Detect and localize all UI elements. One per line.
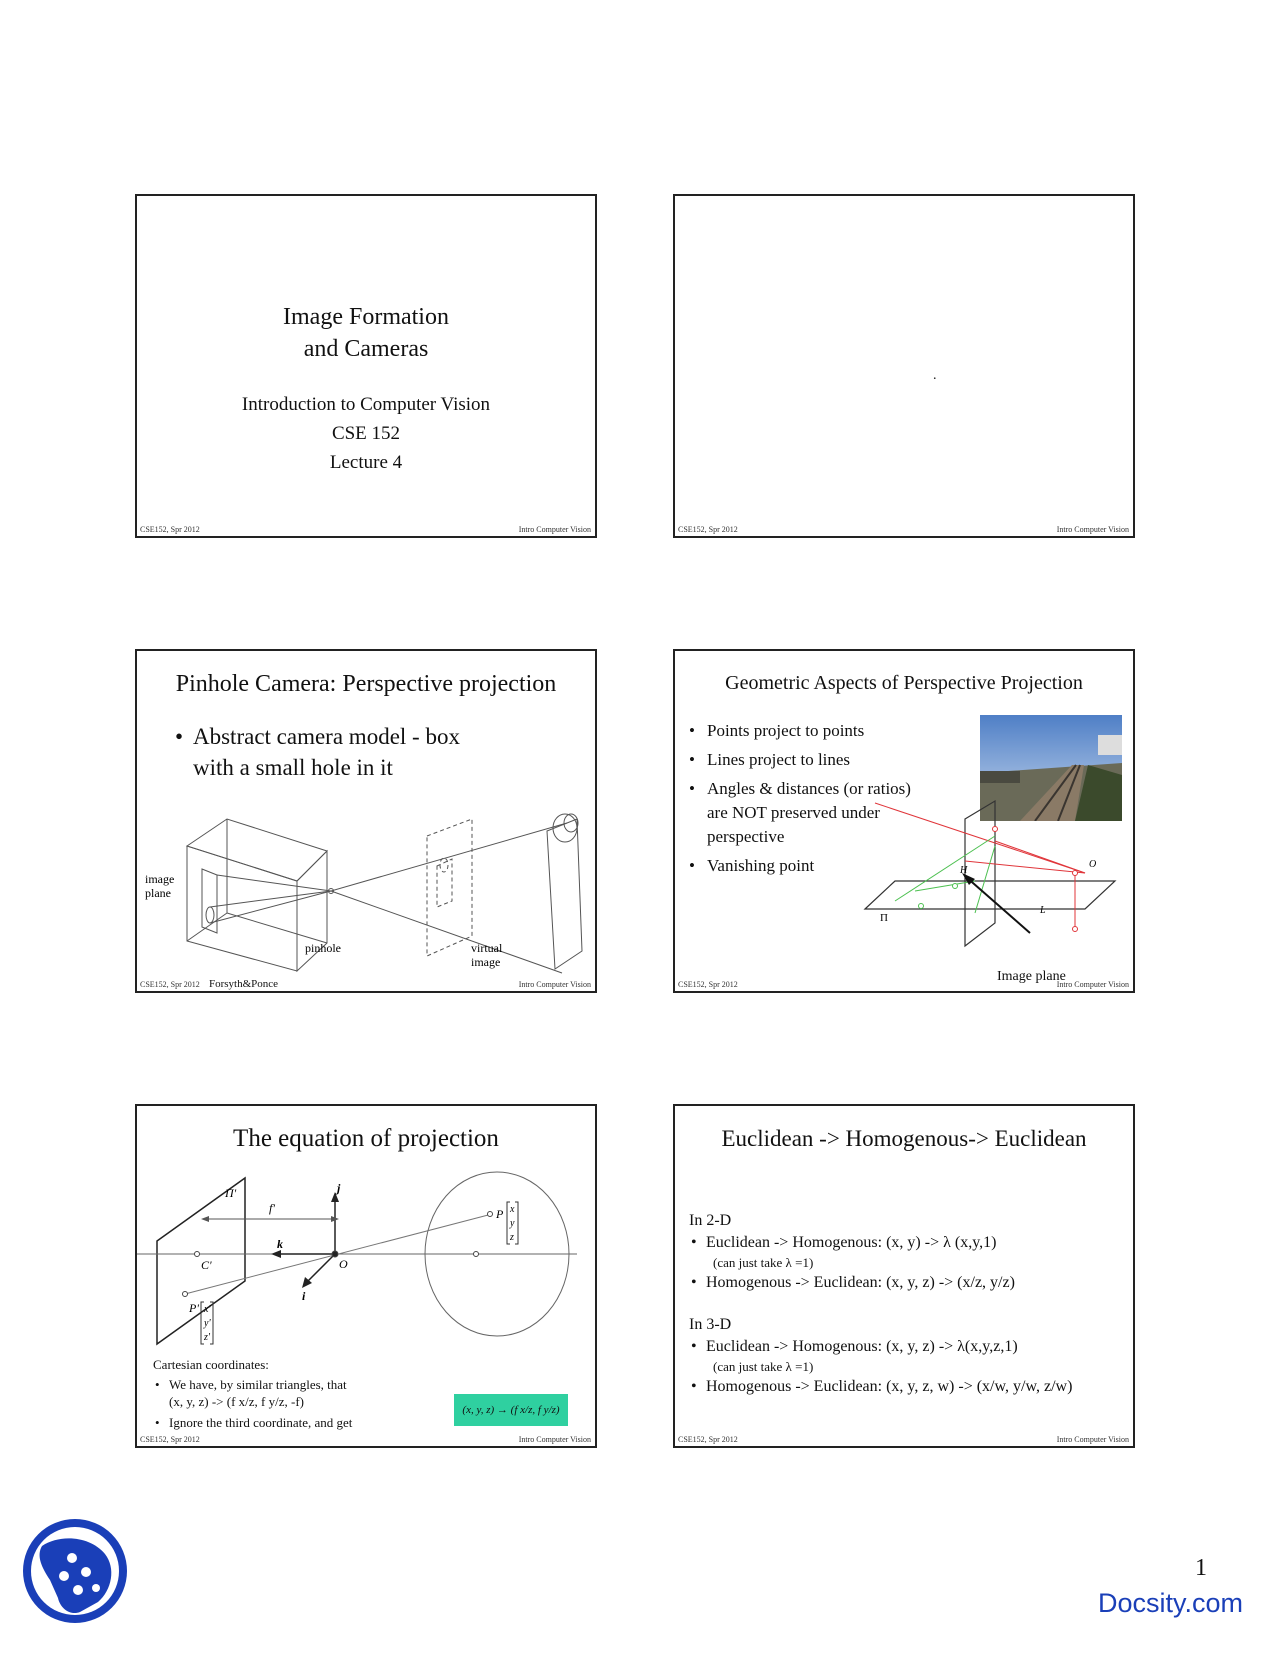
slide-footer-left: CSE152, Spr 2012 <box>678 1435 738 1444</box>
slide-footer-left: CSE152, Spr 2012 <box>678 525 738 534</box>
slide-heading: The equation of projection <box>233 1125 499 1152</box>
homogenous-content <box>689 1210 1072 1398</box>
vec-x: x <box>510 1204 515 1215</box>
label-k: k <box>277 1237 283 1251</box>
label-Pi-prime: Π' <box>225 1186 237 1200</box>
vec-x-prime: x' <box>204 1304 211 1315</box>
bullet-item: • Euclidean -> Homogenous: (x, y) -> λ (x,y,1) <box>691 1234 997 1251</box>
slide-footer-right: Intro Computer Vision <box>1056 525 1129 534</box>
note-2d: (can just take λ =1) <box>713 1255 814 1270</box>
bullet-item: • Points project to points <box>689 719 911 743</box>
bullet-item: • Euclidean -> Homogenous: (x, y, z) -> λ(x,y,z,1) <box>691 1338 1018 1355</box>
slide-footer-right: Intro Computer Vision <box>518 980 591 989</box>
slide-heading: Geometric Aspects of Perspective Projection <box>725 672 1083 694</box>
credit: Forsyth&Ponce <box>209 978 279 990</box>
slide-footer-left: CSE152, Spr 2012 <box>140 1435 200 1444</box>
label-i: i <box>302 1289 306 1303</box>
slide-heading: Euclidean -> Homogenous-> Euclidean <box>721 1126 1087 1151</box>
label-pinhole: pinhole <box>305 941 341 955</box>
cartesian-text <box>153 1356 352 1431</box>
bullet-item: • Abstract camera model - box with a small hole in it <box>175 721 460 783</box>
slide-footer-left: CSE152, Spr 2012 <box>678 980 738 989</box>
bullet-item: • Vanishing point <box>689 854 911 878</box>
slide-footer-right: Intro Computer Vision <box>1056 980 1129 989</box>
heading-3d: In 3-D <box>689 1316 732 1333</box>
slide-title-line1: Image Formation <box>283 304 449 330</box>
bullet-item: • Angles & distances (or ratios) are NOT preserved under perspective <box>689 777 911 849</box>
label-C-prime: C' <box>201 1258 212 1272</box>
perspective-diagram <box>675 651 1135 993</box>
label-plane: plane <box>145 886 171 900</box>
label-Pi: Π <box>880 912 888 924</box>
bullet-item: • Homogenous -> Euclidean: (x, y, z) -> (x/z, y/z) <box>691 1274 1015 1291</box>
label-P-prime: P' <box>189 1301 199 1315</box>
projection-formula: (x, y, z) → (f x/z, f y/z) <box>454 1394 568 1426</box>
slide-dot: . <box>933 368 937 383</box>
slide-footer-right: Intro Computer Vision <box>1056 1435 1129 1444</box>
course-code: CSE 152 <box>331 423 401 444</box>
slide-blank <box>673 194 1135 538</box>
label-H: H <box>960 865 968 876</box>
note-3d: (can just take λ =1) <box>713 1359 814 1374</box>
page-number: 1 <box>1195 1555 1207 1581</box>
heading-2d: In 2-D <box>689 1212 732 1229</box>
docsity-logo-icon <box>20 1516 130 1626</box>
pinhole-diagram <box>137 651 597 993</box>
slide-title-line2: and Cameras <box>303 336 429 362</box>
label-f: f' <box>269 1201 275 1215</box>
slide-footer-left: CSE152, Spr 2012 <box>140 525 200 534</box>
image-plane-label: Image plane <box>997 969 1066 984</box>
label-image: image <box>145 872 175 886</box>
label-virtual: virtual <box>471 941 503 955</box>
label-P: P <box>496 1207 504 1221</box>
label-L: L <box>1040 905 1046 916</box>
bullet-item: • Homogenous -> Euclidean: (x, y, z, w) -> (x/w, y/w, z/w) <box>691 1378 1073 1395</box>
slide-pinhole <box>135 649 597 993</box>
label-O: O <box>1089 859 1097 870</box>
slide-footer-right: Intro Computer Vision <box>518 525 591 534</box>
vec-y: y <box>510 1218 515 1229</box>
label-virtual-image: image <box>471 955 501 969</box>
slide-heading: Pinhole Camera: Perspective projection <box>175 671 557 697</box>
slide-footer-right: Intro Computer Vision <box>518 1435 591 1444</box>
vec-y-prime: y' <box>204 1318 211 1329</box>
course-name: Introduction to Computer Vision <box>241 394 491 415</box>
bullet-item: • Ignore the third coordinate, and get <box>155 1415 353 1430</box>
vec-z: z <box>510 1232 514 1243</box>
bullet-item: • We have, by similar triangles, that (x, y, z) -> (f x/z, f y/z, -f) <box>155 1377 347 1409</box>
cartesian-heading: Cartesian coordinates: <box>153 1357 269 1372</box>
slide-title <box>135 194 597 538</box>
slide-homogenous <box>673 1104 1135 1448</box>
label-j: j <box>337 1181 341 1195</box>
docsity-brand-link[interactable]: Docsity.com <box>1098 1588 1244 1618</box>
lecture-number: Lecture 4 <box>329 452 403 473</box>
label-O: O <box>339 1257 348 1271</box>
vec-z-prime: z' <box>204 1332 211 1343</box>
slide-footer-left: CSE152, Spr 2012 <box>140 980 200 989</box>
slide-geometric-aspects <box>673 649 1135 993</box>
bullet-item: • Lines project to lines <box>689 748 911 772</box>
slide-projection-equation <box>135 1104 597 1448</box>
